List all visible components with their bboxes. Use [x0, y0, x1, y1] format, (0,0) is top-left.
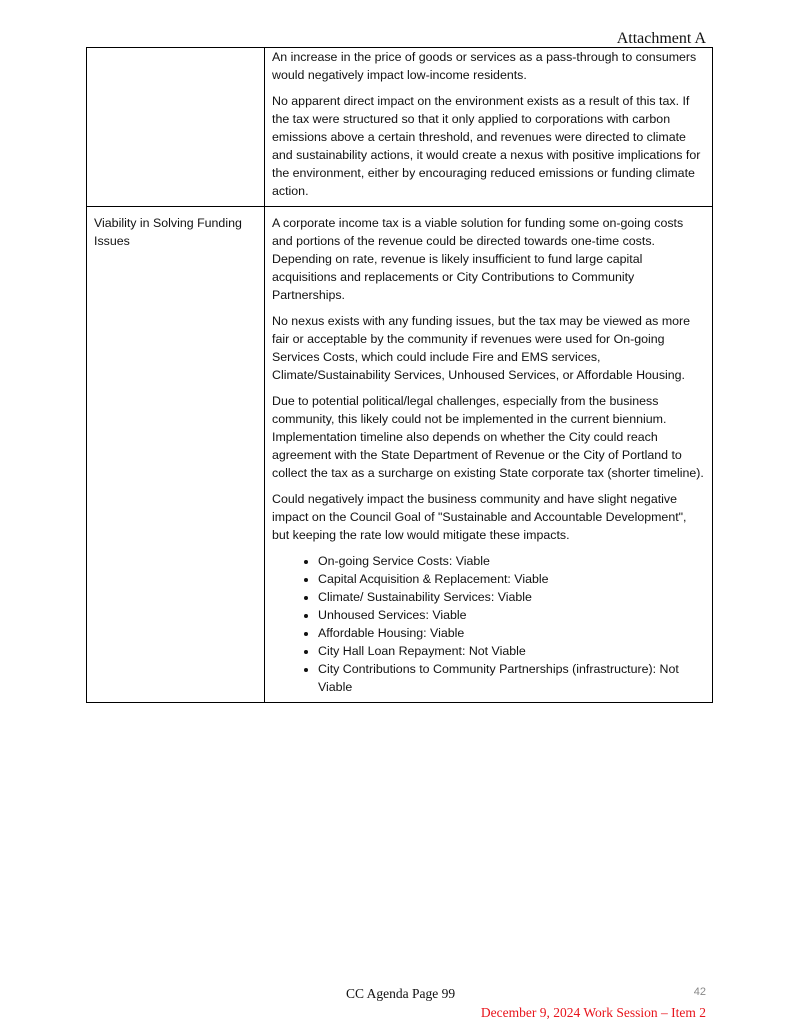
- attachment-label: Attachment A: [616, 30, 706, 47]
- paragraph: A corporate income tax is a viable solution for funding some on-going costs and portions of the revenue could be directed towards one-time costs. Depending on rate, revenue is likely insufficient to fund large capital acquisitions and replacements or City Contributions to Community Partnerships.: [272, 216, 684, 302]
- list-item: • Unhoused Services: Viable: [318, 606, 706, 624]
- list-item: • City Hall Loan Repayment: Not Viable: [318, 642, 706, 660]
- list-item: • On-going Service Costs: Viable: [318, 552, 706, 570]
- paragraph: No nexus exists with any funding issues, but the tax may be viewed as more fair or acceptable by the community if revenues were used for On-going Services Costs, which could include Fire and EMS services, Climate/Sustainability Services, Unhoused Services, or Affordable Housing.: [272, 314, 691, 382]
- session-label: December 9, 2024 Work Session – Item 2: [480, 1005, 706, 1020]
- row-label: Viability in Solving Funding Issues: [87, 207, 265, 703]
- list-item: • Climate/ Sustainability Services: Viable: [318, 588, 706, 606]
- row-label: [87, 48, 265, 207]
- row-content: [265, 48, 713, 207]
- page-number: 42: [693, 986, 706, 998]
- paragraph: No apparent direct impact on the environment exists as a result of this tax. If the tax were structured so that it only applied to corporations with carbon emissions above a certain threshold, and revenues were directed to climate and sustainability actions, it would create a nexus with positive implications for the environment, either by encouraging reduced emissions or funding climate action.: [272, 94, 701, 198]
- paragraph: Due to potential political/legal challenges, especially from the business community, this likely could not be implemented in the current biennium. Implementation timeline also depends on whether the City could reach agreement with the State Department of Revenue or the City of Portland to collect the tax as a surcharge on existing State corporate tax (shorter timeline).: [272, 394, 704, 480]
- table-row: [87, 207, 713, 703]
- agenda-page-label: CC Agenda Page 99: [346, 986, 456, 1001]
- viability-list: [272, 552, 706, 696]
- list-item: • Capital Acquisition & Replacement: Viable: [318, 570, 706, 588]
- row-content: [265, 207, 713, 703]
- analysis-table: [86, 47, 713, 703]
- list-item: • City Contributions to Community Partnerships (infrastructure): Not Viable: [318, 660, 706, 696]
- table-row: [87, 48, 713, 207]
- list-item: • Affordable Housing: Viable: [318, 624, 706, 642]
- paragraph: An increase in the price of goods or services as a pass-through to consumers would negatively impact low-income residents.: [272, 50, 697, 82]
- paragraph: Could negatively impact the business community and have slight negative impact on the Council Goal of "Sustainable and Accountable Development", but keeping the rate low would mitigate these impacts.: [272, 492, 687, 542]
